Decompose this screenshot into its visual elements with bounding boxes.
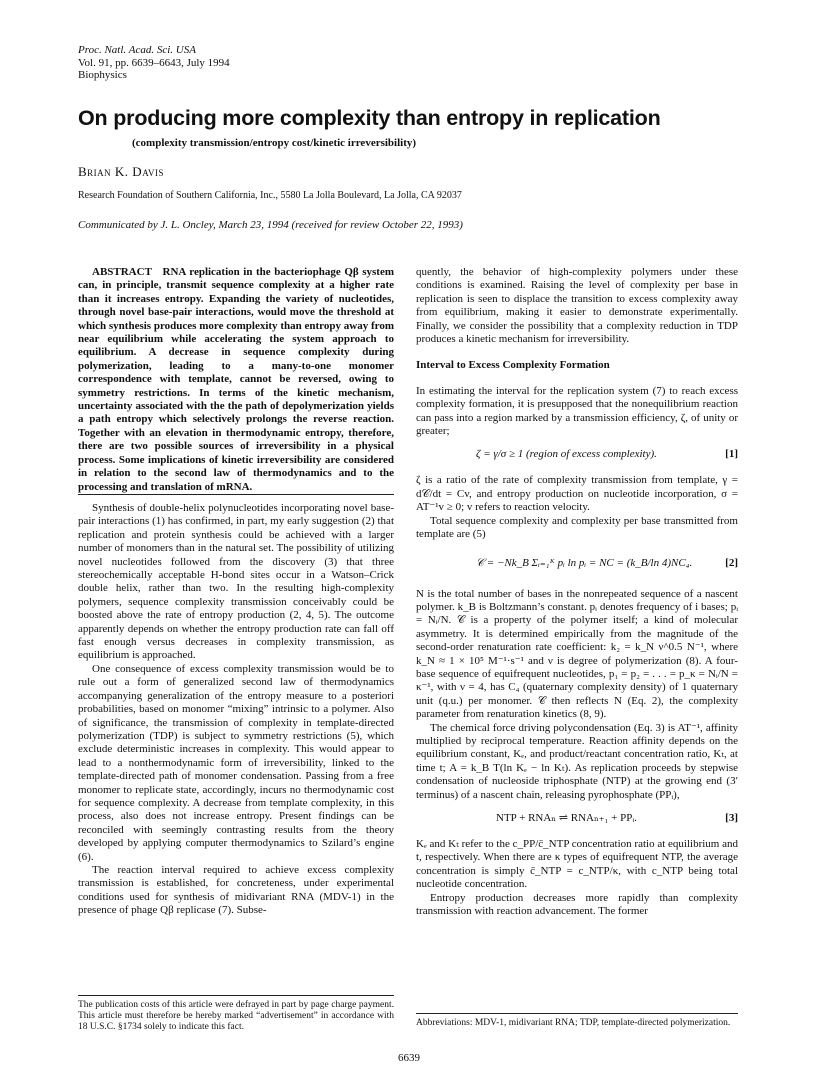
journal-section: Biophysics xyxy=(78,69,127,81)
section-paragraph-7: Entropy production decreases more rapidly than complexity transmission with reaction advancement. The former xyxy=(416,891,738,918)
journal-header xyxy=(78,44,230,82)
intro-continuation: quently, the behavior of high-complexity polymers under these conditions is examined. Raising the level of complexity per base in replication is seen to displace the transition to excess complexity away from equilibrium, making it easier to demonstrate experimentally. Finally, we consider the possibility that a complexity reduction in TDP produces a kinetic mechanism for irreversibility. xyxy=(416,266,738,346)
equation-2-number: [2] xyxy=(725,556,738,569)
page-number: 6639 xyxy=(398,1052,420,1064)
intro-paragraph-1: Synthesis of double-helix polynucleotides incorporating novel base-pair interactions (1) has confirmed, in part, my early suggestion (2) that replication and protein synthesis could be achieved with a larger number of monomers than in the natural set. The possibility of utilizing novel nucleotides followed from the discovery (3) that three stereochemically acceptable H-bond sites occur in a Watson–Crick double helix, rather than two. In the resulting high-complexity polymers, sequence complexity transmission conceivably could be boosted above the rate of entropy production (2, 4, 5). The outcome apparently depends on whether the entropy production rate can fall off fast enough versus decreases in complexity transmission, as equilibrium is approached. xyxy=(78,502,394,662)
journal-volume: Vol. 91, pp. 6639–6643, July 1994 xyxy=(78,56,230,69)
section-heading: Interval to Excess Complexity Formation xyxy=(416,359,610,372)
journal-name: Proc. Natl. Acad. Sci. USA xyxy=(78,44,196,56)
equation-2-body: 𝒞 = −Nk_B Σᵢ₌₁ᴷ pᵢ ln pᵢ = NC = (k_B/ln 4)NC₄. xyxy=(476,556,693,569)
equation-3 xyxy=(416,808,738,832)
section-paragraph-6: Kₑ and Kₜ refer to the c_PP/c̄_NTP concentration ratio at equilibrium and t, respectively. When there are κ types of equifrequent NTP, the average concentration is simply c̄_NTP = c_NTP/κ, with c_NTP being total nucleotide concentration. xyxy=(416,838,738,891)
section-paragraph-3: Total sequence complexity and complexity per base transmitted from template are (5) xyxy=(416,514,738,541)
equation-1-number: [1] xyxy=(725,448,738,461)
abstract xyxy=(78,266,394,494)
left-column xyxy=(78,502,394,918)
abstract-label: ABSTRACT xyxy=(92,266,152,278)
author-name: Brian K. Davis xyxy=(78,164,165,179)
section-paragraph-4: N is the total number of bases in the nonrepeated sequence of a nascent polymer. k_B is Boltzmann’s constant. pᵢ denotes frequency of i bases; pᵢ = Nᵢ/N. 𝒞 is a property of the polymer itself; a kind of molecular asymmetry. It is determined empirically from the magnitude of the second-order renaturation rate coefficient: k₂ = k_N ν^0.5 N⁻¹, where k_N ≈ 1 × 10⁵ M⁻¹·s⁻¹ and ν is degree of polymerization (8). A four-base sequence of equifrequent nucleotides, p₁ = p₂ = . . . = p_κ = Nᵢ/N = κ⁻¹, with ν = 4, has C₄ (quaternary complexity density) of 1 quaternary unit (q.u.) per monomer. 𝒞 then reflects N (Eq. 2), the complexity parameter from renaturation kinetics (8, 9). xyxy=(416,587,738,721)
right-column xyxy=(416,266,738,918)
communicated-by: Communicated by J. L. Oncley, March 23, 1994 (received for review October 22, 1993) xyxy=(78,219,463,231)
author xyxy=(78,164,164,180)
keywords: (complexity transmission/entropy cost/kinetic irreversibility) xyxy=(132,137,417,149)
section-paragraph-1: In estimating the interval for the replication system (7) to reach excess complexity formation, it is presupposed that the nonequilibrium reaction can pass into a region marked by a transmission efficiency, ζ, of unity or greater; xyxy=(416,384,738,438)
abstract-text: RNA replication in the bacteriophage Qβ system can, in principle, transmit sequence complexity at a higher rate than it increases entropy. Expanding the variety of nucleotides, through novel base-pair interactions, would move the threshold at which synthesis produces more complexity than entropy away from near equilibrium while accelerating the system approach to equilibrium. A decrease in sequence complexity during polymerization, leading to a many-to-one monomer correspondence with template, cannot be reversed, owing to symmetry restrictions. In terms of the kinetic mechanism, uncertainty associated with the the path of depolymerization yields a path entropy which selectively prolongs the reverse reaction. Together with an elevation in thermodynamic entropy, therefore, there are two possible sources of irreversibility in a physical process. Some implications of kinetic irreversibility are considered in relation to the second law of thermodynamics and to the processing and translation of mRNA. xyxy=(78,266,394,493)
intro-paragraph-2: One consequence of excess complexity transmission would be to rule out a form of generalized second law of thermodynamics accompanying generalization of the entropy measure to a posteriori probabilities, based on monomer “mixing” intrinsic to a polymer. Also of significance, the transmission of complexity in template-directed polymerization (TDP) is subject to symmetry restrictions (5), which exclude deterministic increases in complexity. This would appear to lead to a nonthermodynamic form of irreversibility, linked to the template-directed path of monomer condensation. Passing from a free monomer to replicate state, accordingly, incurs no thermodynamic cost for sequence complexity. A decrease from template complexity, in this process, also does not increase entropy. Present findings can be reconciled with seemingly contrasting results from the theory developed by applying computer thermodynamics to Szilard’s engine (6). xyxy=(78,662,394,863)
section-paragraph-2: ζ is a ratio of the rate of complexity transmission from template, γ = d𝒞/dt = Cv, and entropy production on nucleotide incorporation, σ = AT⁻¹v ≥ 0; v refers to reaction velocity. xyxy=(416,474,738,514)
abstract-divider xyxy=(78,494,394,495)
affiliation: Research Foundation of Southern California, Inc., 5580 La Jolla Boulevard, La Jolla, CA 92037 xyxy=(78,190,462,201)
equation-2 xyxy=(416,548,738,582)
equation-3-number: [3] xyxy=(725,812,738,824)
abbrev-divider xyxy=(416,1013,738,1014)
equation-3-body: NTP + RNAₙ ⇌ RNAₙ₊₁ + PPᵢ. xyxy=(496,812,637,824)
equation-1 xyxy=(416,444,738,468)
section-paragraph-5: The chemical force driving polycondensation (Eq. 3) is AT⁻¹, affinity multiplied by reciprocal temperature. Reaction affinity depends on the equilibrium constant, Kₑ, and product/reactant concentration ratio, Kₜ, at time t; A = k_B T(ln Kₑ − ln Kₜ). As replication proceeds by stepwise condensation of nucleoside triphosphate (NTP) at the growing end (3′ terminus) of a nascent chain, releasing pyrophosphate (PPᵢ), xyxy=(416,721,738,801)
footnote: The publication costs of this article were defrayed in part by page charge payment. This article must therefore be hereby marked “advertisement” in accordance with 18 U.S.C. §1734 solely to indicate this fact. xyxy=(78,1000,394,1032)
footnote-divider xyxy=(78,995,394,996)
equation-1-body: ζ = γ/σ ≥ 1 (region of excess complexity). xyxy=(476,448,657,461)
paper-title: On producing more complexity than entropy in replication xyxy=(78,106,661,130)
abbreviations: Abbreviations: MDV-1, midivariant RNA; TDP, template-directed polymerization. xyxy=(416,1018,731,1028)
intro-paragraph-3: The reaction interval required to achieve excess complexity transmission is established, for concreteness, under experimental conditions used for synthesis of midivariant RNA (MDV-1) in the presence of phage Qβ replicase (7). Subse- xyxy=(78,863,394,917)
